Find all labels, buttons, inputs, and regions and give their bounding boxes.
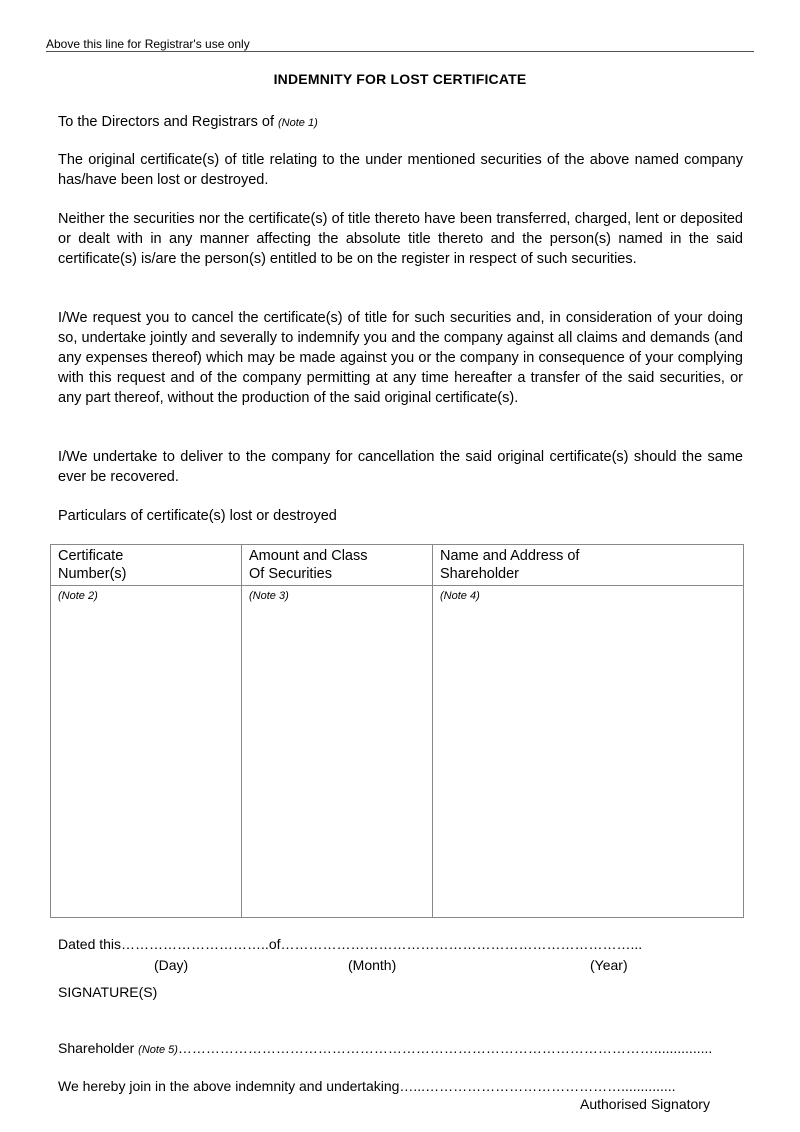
paragraph-indemnify: I/We request you to cancel the certificate(s) of title for such securities and, in consideration of your doing so, undertake jointly and severally to indemnify you and the company against all claims and demands (and any expenses thereof) which may be made against you or the company in consequence of your complying with this request and of the company permitting at any time hereafter a transfer of the said securities, or any part thereof, without the production of the said original certificate(s). [58,310,743,406]
addressee-note: (Note 1) [278,117,318,129]
header-line: Name and Address of [440,548,580,564]
paragraph-deliver: I/We undertake to deliver to the company for cancellation the said original certificate(s) should the same ever be recovered. [58,449,743,485]
note-3: (Note 3) [249,590,289,602]
shareholder-dots: …………………………………………………………………………………………............... [177,1040,713,1056]
name-address-cell[interactable] [433,586,744,918]
paragraph-title: Neither the securities nor the certificate(s) of title thereto have been transferred, charged, lent or deposited or dealt with in any manner affecting the absolute title thereto and the person(s) named in the said certificate(s) is/are the person(s) entitled to be on the register in respect of such securities. [58,211,743,267]
addressee-line [58,112,743,133]
shareholder-signature-line[interactable] [58,1040,748,1056]
amount-class-cell[interactable] [242,586,433,918]
note-5: (Note 5) [138,1044,178,1056]
header-line: Of Securities [249,566,332,582]
header-line: Number(s) [58,566,127,582]
registrar-use-line [46,38,754,52]
certificate-table [50,544,744,918]
table-row [51,586,744,918]
particulars-heading: Particulars of certificate(s) lost or destroyed [58,508,337,524]
dated-line[interactable]: Dated this…………………………..of…………………………………………………………………... [58,936,643,952]
registrar-note: Above this line for Registrar's use only [46,37,250,51]
addressee-text: To the Directors and Registrars of [58,114,274,130]
column-header-amount [242,545,433,586]
document-title: INDEMNITY FOR LOST CERTIFICATE [273,71,527,87]
column-header-certificate [51,545,242,586]
note-4: (Note 4) [440,590,480,602]
authorised-signatory-label: Authorised Signatory [580,1096,710,1112]
year-label: (Year) [590,957,628,973]
signatures-heading: SIGNATURE(S) [58,984,158,1000]
month-label: (Month) [348,957,397,973]
header-line: Amount and Class [249,548,368,564]
day-label: (Day) [154,957,189,973]
note-2: (Note 2) [58,590,98,602]
paragraph-lost: The original certificate(s) of title relating to the under mentioned securities of the above named company has/have been lost or destroyed. [58,152,743,188]
header-line: Certificate [58,548,124,564]
header-line: Shareholder [440,566,519,582]
shareholder-label: Shareholder [58,1040,135,1056]
join-indemnity-line[interactable]: We hereby join in the above indemnity and undertaking…...…………………………………….............. [58,1078,676,1094]
certificate-number-cell[interactable] [51,586,242,918]
table-header-row [51,545,744,586]
column-header-shareholder [433,545,744,586]
